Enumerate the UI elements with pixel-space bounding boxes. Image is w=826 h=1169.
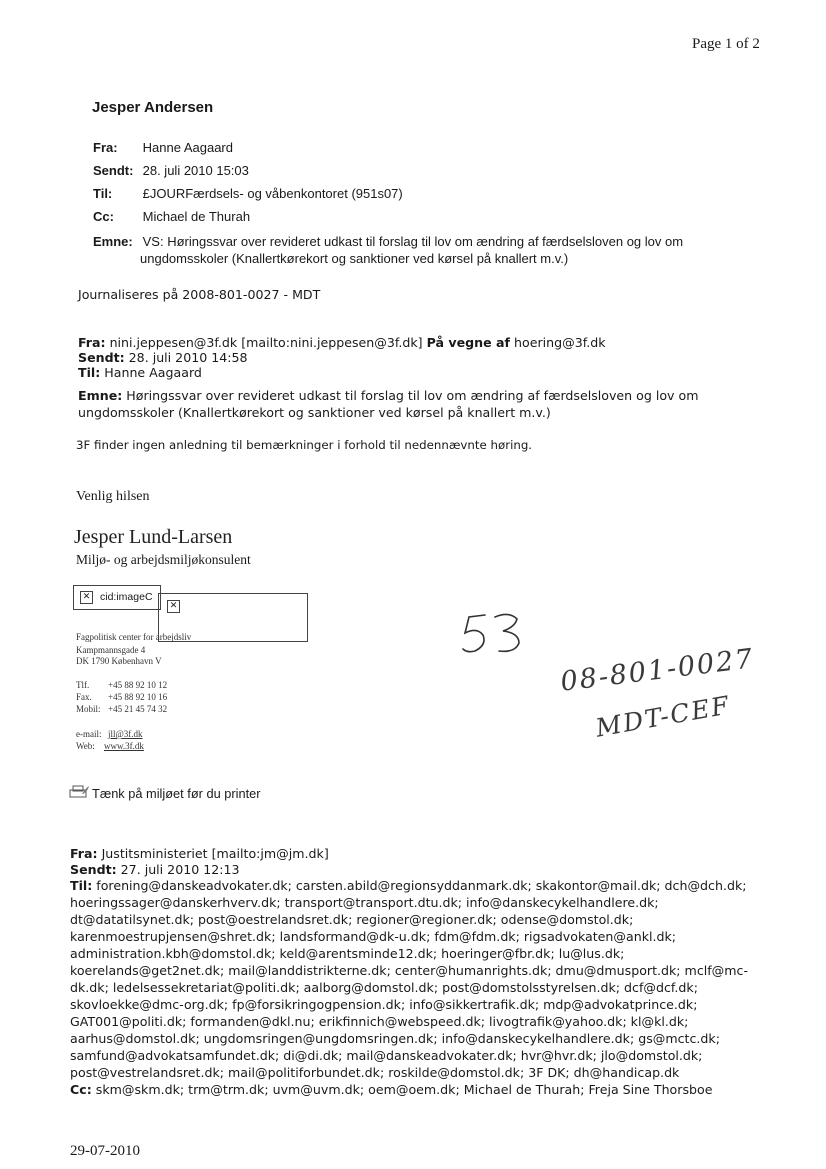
mobile-value: +45 21 45 74 32 xyxy=(108,704,168,714)
signature-city: DK 1790 København V xyxy=(76,656,162,666)
header-to-value: £JOURFærdsels- og våbenkontoret (951s07) xyxy=(142,186,403,201)
email3-to-line: aarhus@domstol.dk; ungdomsringen@ungdomsringen.dk; info@danskecykelhandlere.dk; gs@mctc.dk; xyxy=(70,1031,720,1046)
email3-from-value: Justitsministeriet [mailto:jm@jm.dk] xyxy=(101,846,329,861)
handwritten-initials: MDT-CEF xyxy=(593,690,733,743)
signature-phone-row xyxy=(76,680,167,691)
handwritten-case-ref: 08-801-0027 xyxy=(558,643,757,698)
email2-to-label: Til: xyxy=(78,365,101,380)
email-link[interactable]: jll@3f.dk xyxy=(108,729,143,739)
header-sent-value: 28. juli 2010 15:03 xyxy=(142,163,249,178)
signature-greeting: Venlig hilsen xyxy=(76,489,150,504)
signature-org: Fagpolitisk center for arbejdsliv xyxy=(76,632,192,642)
email3-to-line: administration.kbh@domstol.dk; keld@arentsminde12.dk; hoeringer@fbr.dk; lu@lus.dk; xyxy=(70,946,625,961)
email3-sent-row xyxy=(70,862,240,877)
signature-title: Miljø- og arbejdsmiljøkonsulent xyxy=(76,552,251,567)
email3-to-line: samfund@advokatsamfundet.dk; di@di.dk; mail@danskeadvokater.dk; hvr@hvr.dk; jlo@domstol.dk; xyxy=(70,1048,703,1063)
header-sent-row xyxy=(93,163,249,178)
email2-subject-line1: Høringssvar over revideret udkast til forslag til lov om ændring af færdselsloven og lov om xyxy=(126,388,699,403)
header-subject-line1: VS: Høringssvar over revideret udkast til forslag til lov om ændring af færdselsloven og lov om xyxy=(142,234,684,249)
email3-cc-label: Cc: xyxy=(70,1082,92,1097)
email3-to-line: hoeringssager@danskerhverv.dk; transport@transport.dtu.dk; info@danskecykelhandlere.dk; xyxy=(70,895,659,910)
header-subject-line2: ungdomsskoler (Knallertkørekort og sanktioner ved kørsel på knallert m.v.) xyxy=(140,251,569,266)
header-from-value: Hanne Aagaard xyxy=(142,140,233,155)
email2-sent-value: 28. juli 2010 14:58 xyxy=(128,350,248,365)
signature-email-row xyxy=(76,729,143,740)
email2-to-value: Hanne Aagaard xyxy=(104,365,202,380)
web-label: Web: xyxy=(76,741,95,751)
email3-sent-value: 27. juli 2010 12:13 xyxy=(120,862,240,877)
mobile-label: Mobil: xyxy=(76,704,101,714)
email3-from-row xyxy=(70,846,329,861)
header-sent-label: Sendt: xyxy=(93,163,134,178)
signature-fax-row xyxy=(76,692,167,703)
email3-to-line: post@vestrelandsret.dk; mail@politiforbundet.dk; roskilde@domstol.dk; 3F DK; dh@handicap.dk xyxy=(70,1065,680,1080)
header-cc-row xyxy=(93,209,250,224)
fax-value: +45 88 92 10 16 xyxy=(108,692,168,702)
header-from-label: Fra: xyxy=(93,140,118,155)
email3-to-line: dk.dk; ledelsessekretariat@politi.dk; aalborg@domstol.dk; post@domstolsstyrelsen.dk; dcf@dcf.dk; xyxy=(70,980,698,995)
email3-cc-row xyxy=(70,1082,712,1097)
email2-subject-label: Emne: xyxy=(78,388,123,403)
email2-sent-row xyxy=(78,350,248,365)
signature-street: Kampmannsgade 4 xyxy=(76,645,146,655)
signature-web-row xyxy=(76,741,144,752)
signature-name: Jesper Lund-Larsen xyxy=(74,526,233,548)
email2-sent-label: Sendt: xyxy=(78,350,125,365)
email-label: e-mail: xyxy=(76,729,102,739)
email2-from-label: Fra: xyxy=(78,335,106,350)
page-number: Page 1 of 2 xyxy=(692,36,760,52)
header-from-row xyxy=(93,140,233,155)
eco-note-text: Tænk på miljøet før du printer xyxy=(92,786,261,801)
broken-image-icon-2: ✕ xyxy=(167,600,180,613)
email3-to-label: Til: xyxy=(70,878,93,893)
email2-behalf-label: På vegne af xyxy=(426,335,511,350)
header-subject-row xyxy=(93,234,683,249)
logo-image-placeholder xyxy=(73,585,161,610)
email3-to-line: koerelands@get2net.dk; mail@landdistrikterne.dk; center@humanrights.dk; dmu@dmusport.dk; mclf@mc- xyxy=(70,963,749,978)
print-date: 29-07-2010 xyxy=(70,1143,140,1159)
web-link[interactable]: www.3f.dk xyxy=(104,741,144,751)
email3-sent-label: Sendt: xyxy=(70,862,117,877)
header-cc-label: Cc: xyxy=(93,209,114,224)
printer-icon xyxy=(68,784,90,800)
header-to-row xyxy=(93,186,403,201)
email3-to-line: karenmoestrupjensen@shret.dk; landsformand@dk-u.dk; fdm@fdm.dk; rigsadvokaten@ankl.dk; xyxy=(70,929,677,944)
email2-from-value: nini.jeppesen@3f.dk [mailto:nini.jeppesen@3f.dk] xyxy=(109,335,423,350)
phone-label: Tlf. xyxy=(76,680,90,690)
email2-subject-line2: ungdomsskoler (Knallertkørekort og sanktioner ved kørsel på knallert m.v.) xyxy=(78,405,551,420)
broken-image-icon: ✕ xyxy=(80,591,93,604)
email2-behalf-value: hoering@3f.dk xyxy=(514,335,606,350)
logo-image-alt-text: cid:imageC xyxy=(100,591,153,603)
mailbox-owner-name: Jesper Andersen xyxy=(92,99,214,116)
signature-mobile-row xyxy=(76,704,167,715)
journal-note: Journaliseres på 2008-801-0027 - MDT xyxy=(78,287,321,302)
email3-from-label: Fra: xyxy=(70,846,98,861)
header-subject-label: Emne: xyxy=(93,234,133,249)
handwritten-number xyxy=(455,603,535,663)
email3-to-line: GAT001@politi.dk; formanden@dkl.nu; erikfinnich@webspeed.dk; livogtrafik@yahoo.dk; kl@kl.dk; xyxy=(70,1014,689,1029)
email3-to-line: dt@datatilsynet.dk; post@oestrelandsret.dk; regioner@regioner.dk; odense@domstol.dk; xyxy=(70,912,634,927)
fax-label: Fax. xyxy=(76,692,92,702)
header-to-label: Til: xyxy=(93,186,113,201)
email2-to-row xyxy=(78,365,202,380)
email3-to-line-text: forening@danskeadvokater.dk; carsten.abild@regionsyddanmark.dk; skakontor@mail.dk; dch@dch.dk; xyxy=(96,878,747,893)
email2-subject-row xyxy=(78,388,699,403)
email3-cc-value: skm@skm.dk; trm@trm.dk; uvm@uvm.dk; oem@oem.dk; Michael de Thurah; Freja Sine Thorsboe xyxy=(95,1082,713,1097)
email2-body: 3F finder ingen anledning til bemærkninger i forhold til nedennævnte høring. xyxy=(76,438,533,452)
header-cc-value: Michael de Thurah xyxy=(142,209,251,224)
phone-value: +45 88 92 10 12 xyxy=(108,680,168,690)
email3-to-line: skovloekke@dmc-org.dk; fp@forsikringogpension.dk; info@sikkertrafik.dk; mdp@advokatprince.dk; xyxy=(70,997,698,1012)
email3-to-line xyxy=(70,878,746,893)
email2-from-row xyxy=(78,335,606,350)
